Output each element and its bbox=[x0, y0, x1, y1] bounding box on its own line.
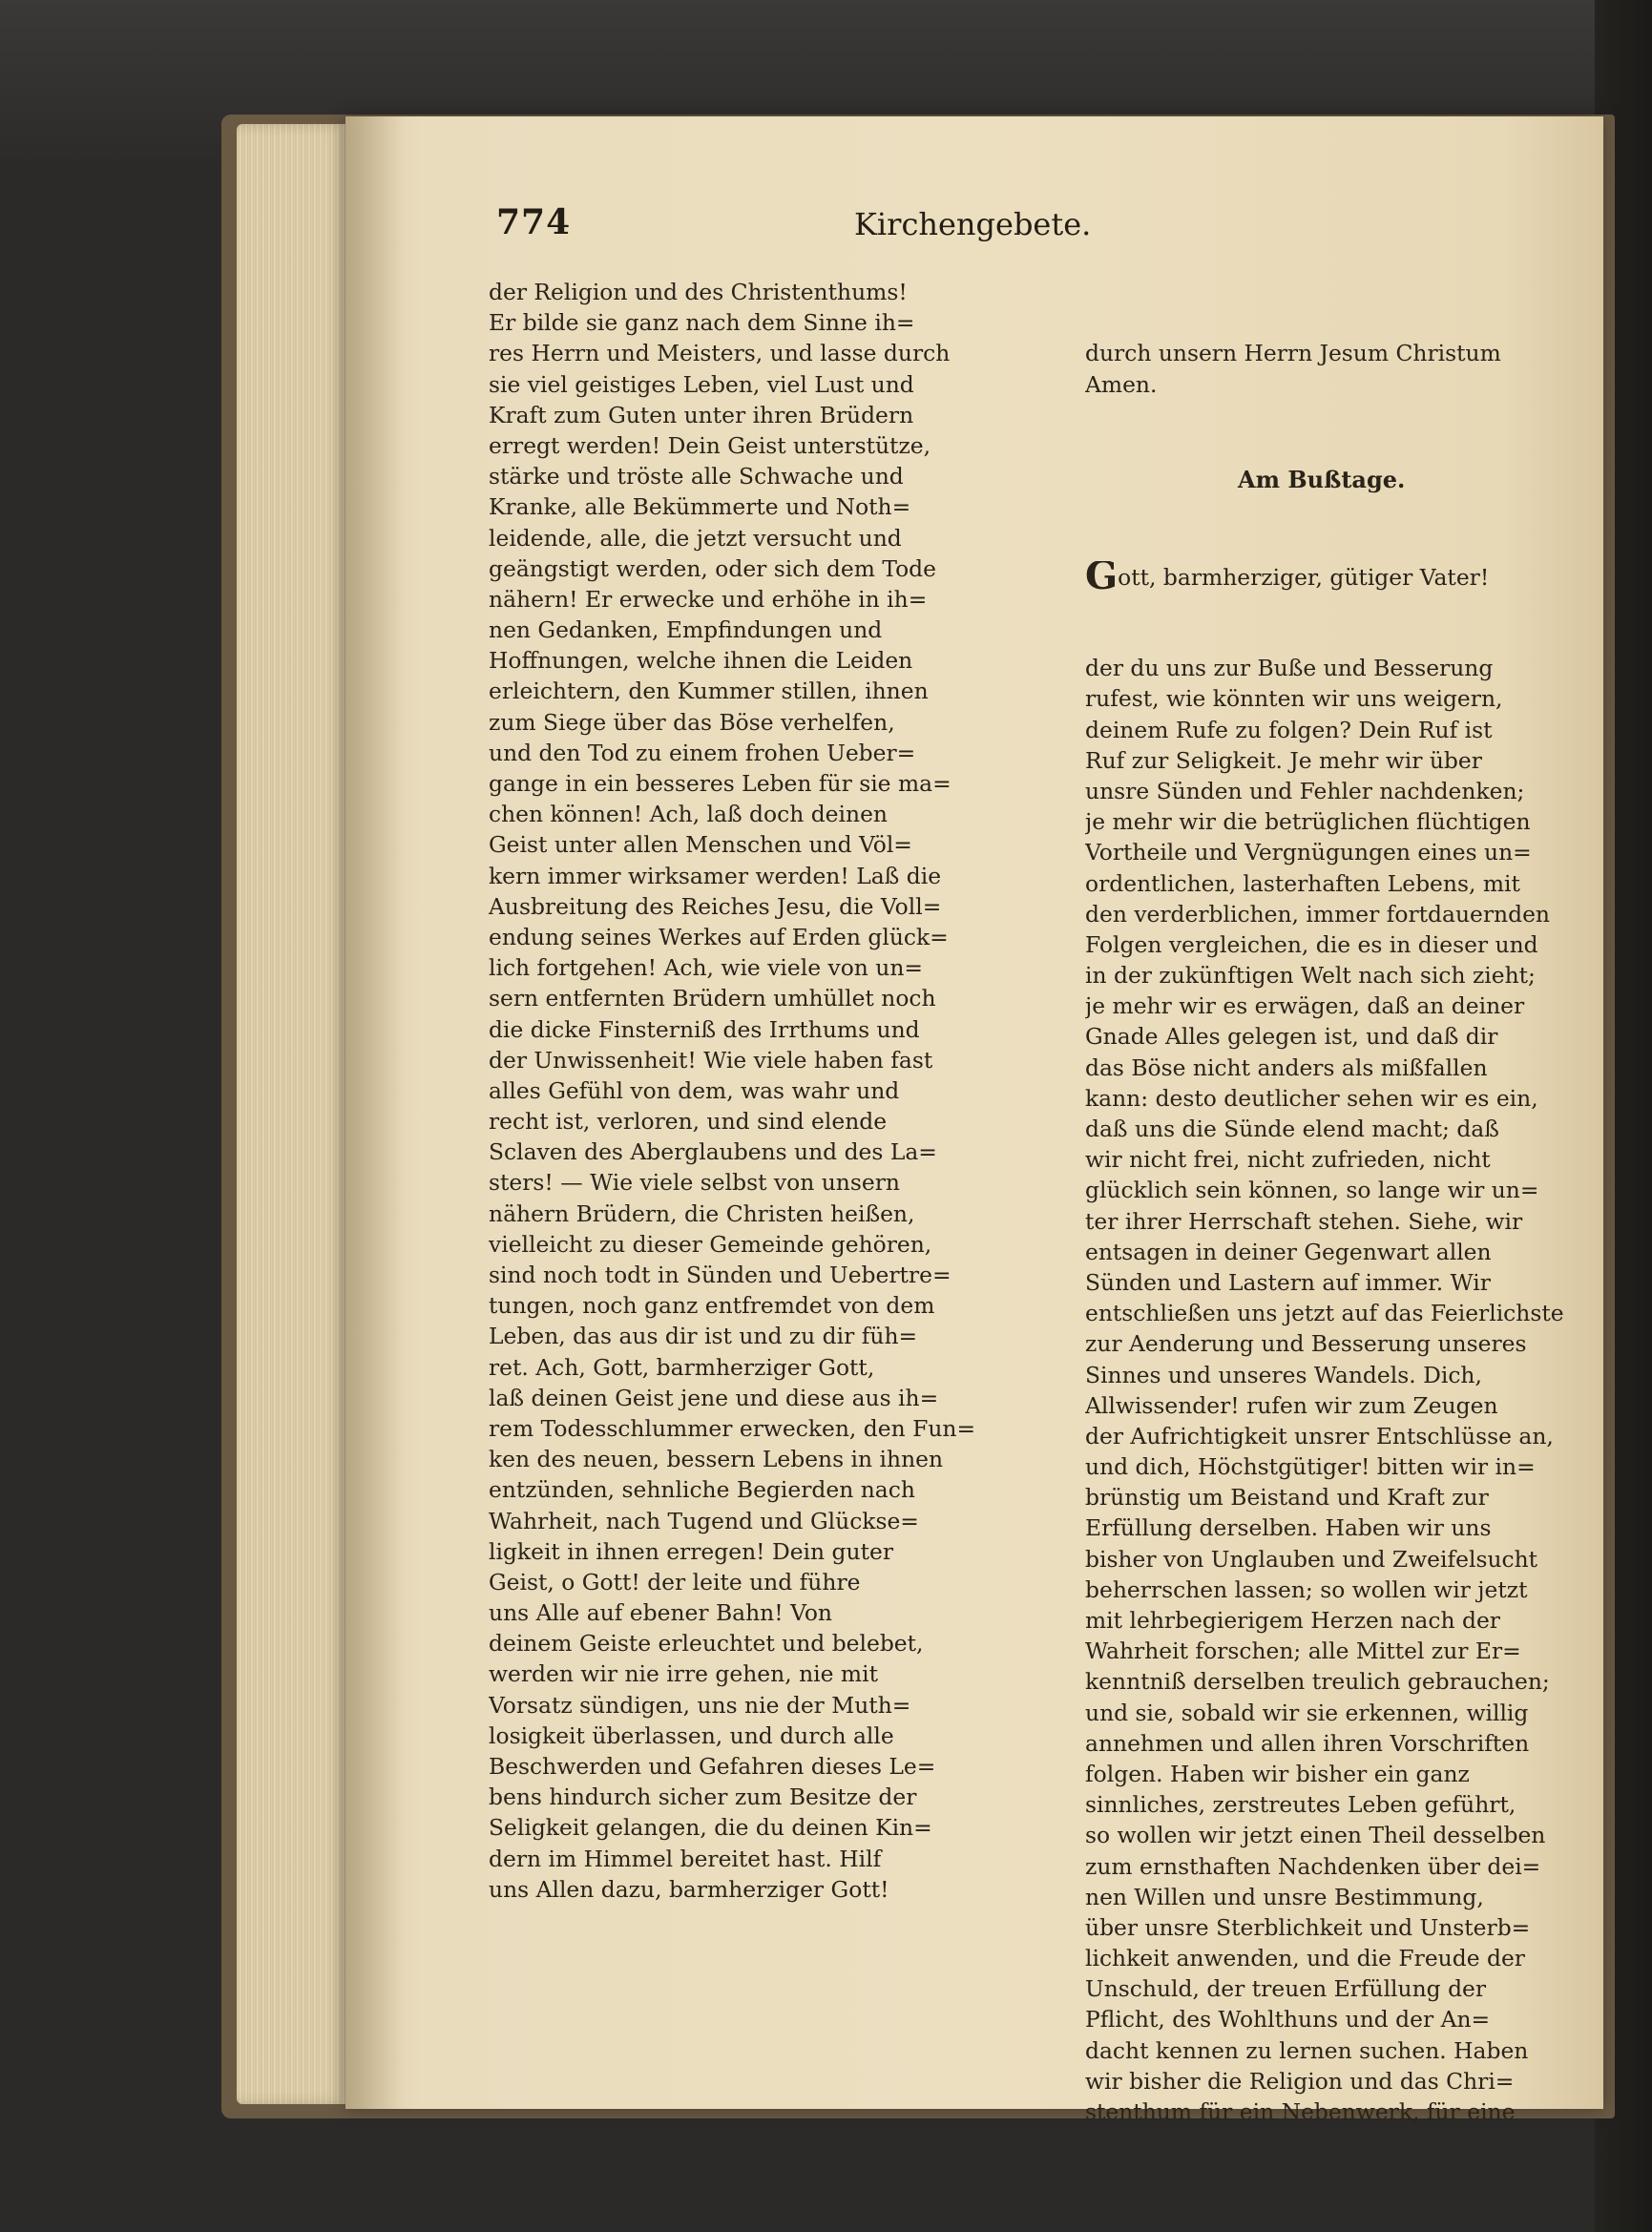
text-line: Geist, o Gott! der leite und führe bbox=[489, 1568, 861, 1596]
text-line: je mehr wir es erwägen, daß an deiner bbox=[1085, 992, 1525, 1020]
text-line: durch unsern Herrn Jesum Christum bbox=[1085, 340, 1501, 367]
text-line: ligkeit in ihnen erregen! Dein guter bbox=[489, 1537, 894, 1565]
text-line: den verderblichen, immer fortdauernden bbox=[1085, 900, 1551, 928]
text-line: dacht kennen zu lernen suchen. Haben bbox=[1085, 2036, 1529, 2064]
text-line: der Aufrichtigkeit unsrer Entschlüsse an, bbox=[1085, 1422, 1554, 1450]
text-line: unsre Sünden und Fehler nachdenken; bbox=[1085, 777, 1525, 804]
text-line: Geist unter allen Menschen und Völ= bbox=[489, 831, 912, 859]
section-heading: Am Bußtage. bbox=[1238, 466, 1406, 494]
text-line: ret. Ach, Gott, barmherziger Gott, bbox=[489, 1353, 875, 1381]
text-line: der Unwissenheit! Wie viele haben fast bbox=[489, 1046, 933, 1074]
text-line: über unsre Sterblichkeit und Unsterb= bbox=[1085, 1913, 1531, 1941]
text-line: und dich, Höchstgütiger! bitten wir in= bbox=[1085, 1453, 1536, 1481]
text-line: werden wir nie irre gehen, nie mit bbox=[489, 1660, 878, 1688]
text-line: Hoffnungen, welche ihnen die Leiden bbox=[489, 647, 913, 675]
text-line: Vorsatz sündigen, uns nie der Muth= bbox=[489, 1691, 911, 1719]
text-line: Ruf zur Seligkeit. Je mehr wir über bbox=[1085, 746, 1482, 774]
text-line: sern entfernten Brüdern umhüllet noch bbox=[489, 985, 936, 1012]
running-title: Kirchengebete. bbox=[854, 206, 1092, 242]
text-line: bens hindurch sicher zum Besitze der bbox=[489, 1784, 917, 1811]
text-line: glücklich sein können, so lange wir un= bbox=[1085, 1177, 1539, 1204]
text-line: der Religion und des Christenthums! bbox=[489, 279, 908, 305]
drop-capital: G bbox=[1085, 560, 1119, 592]
text-line: zur Aenderung und Besserung unseres bbox=[1085, 1330, 1527, 1358]
text-line: Allwissender! rufen wir zum Zeugen bbox=[1085, 1391, 1498, 1419]
text-line: und sie, sobald wir sie erkennen, willig bbox=[1085, 1699, 1529, 1726]
text-line: deinem Geiste erleuchtet und belebet, bbox=[489, 1630, 924, 1658]
page-header bbox=[496, 202, 1594, 250]
text-line: und den Tod zu einem frohen Ueber= bbox=[489, 739, 916, 766]
text-line: Sclaven des Aberglaubens und des La= bbox=[489, 1138, 937, 1166]
text-line: entzünden, sehnliche Begierden nach bbox=[489, 1476, 915, 1504]
text-line: entsagen in deiner Gegenwart allen bbox=[1085, 1238, 1492, 1265]
text-line: so wollen wir jetzt einen Theil desselben bbox=[1085, 1822, 1546, 1849]
text-line: uns Allen dazu, barmherziger Gott! bbox=[489, 1875, 889, 1903]
page-edges bbox=[237, 124, 351, 2104]
text-line: Folgen vergleichen, die es in dieser und bbox=[1085, 930, 1538, 958]
text-line: Gnade Alles gelegen ist, und daß dir bbox=[1085, 1023, 1498, 1051]
text-line: leidende, alle, die jetzt versucht und bbox=[489, 524, 902, 552]
text-line: erregt werden! Dein Geist unterstütze, bbox=[489, 431, 931, 459]
text-line: erleichtern, den Kummer stillen, ihnen bbox=[489, 678, 929, 705]
text-line: lich fortgehen! Ach, wie viele von un= bbox=[489, 954, 924, 982]
text-line: Er bilde sie ganz nach dem Sinne ih= bbox=[489, 309, 915, 337]
text-line: in der zukünftigen Welt nach sich zieht; bbox=[1085, 962, 1536, 990]
text-line: beherrschen lassen; so wollen wir jetzt bbox=[1085, 1575, 1528, 1603]
text-line: Leben, das aus dir ist und zu dir füh= bbox=[489, 1323, 918, 1350]
text-line: sters! — Wie viele selbst von unsern bbox=[489, 1169, 900, 1197]
text-line: Seligkeit gelangen, die du deinen Kin= bbox=[489, 1814, 932, 1842]
text-line: daß uns die Sünde elend macht; daß bbox=[1085, 1116, 1499, 1142]
first-line-text: ott, barmherziger, gütiger Vater! bbox=[1118, 563, 1490, 591]
text-line: Sünden und Lastern auf immer. Wir bbox=[1085, 1268, 1491, 1296]
text-line: res Herrn und Meisters, und lasse durch bbox=[489, 340, 951, 367]
left-column bbox=[489, 277, 1042, 1905]
text-line: Kraft zum Guten unter ihren Brüdern bbox=[489, 401, 914, 428]
right-body bbox=[1085, 653, 1620, 2127]
text-line: rem Todesschlummer erwecken, den Fun= bbox=[489, 1414, 976, 1442]
text-line: rufest, wie könnten wir uns weigern, bbox=[1085, 685, 1503, 713]
text-line: recht ist, verloren, und sind elende bbox=[489, 1108, 888, 1136]
text-line: sind noch todt in Sünden und Uebertre= bbox=[489, 1262, 951, 1288]
page-number: 774 bbox=[496, 202, 572, 242]
right-column bbox=[1085, 277, 1620, 2189]
text-line: entschließen uns jetzt auf das Feierlichste bbox=[1085, 1300, 1564, 1327]
text-line: tungen, noch ganz entfremdet von dem bbox=[489, 1292, 935, 1320]
text-line: lichkeit anwenden, und die Freude der bbox=[1085, 1945, 1525, 1972]
text-line: kenntniß derselben treulich gebrauchen; bbox=[1085, 1668, 1550, 1696]
text-line: wir bisher die Religion und das Chri= bbox=[1085, 2067, 1515, 2095]
text-line: je mehr wir die betrüglichen flüchtigen bbox=[1085, 808, 1531, 836]
gutter-shadow bbox=[345, 116, 403, 2109]
text-line: kann: desto deutlicher sehen wir es ein, bbox=[1085, 1084, 1538, 1112]
text-line: ter ihrer Herrschaft stehen. Siehe, wir bbox=[1085, 1207, 1523, 1235]
text-line: nähern! Er erwecke und erhöhe in ih= bbox=[489, 585, 928, 613]
text-line: nähern Brüdern, die Christen heißen, bbox=[489, 1199, 915, 1227]
text-line: losigkeit überlassen, und durch alle bbox=[489, 1721, 894, 1749]
text-line: vielleicht zu dieser Gemeinde gehören, bbox=[489, 1230, 932, 1258]
text-line: dern im Himmel bereitet hast. Hilf bbox=[489, 1845, 882, 1872]
text-line: nen Gedanken, Empfindungen und bbox=[489, 616, 883, 644]
text-line: Wahrheit forschen; alle Mittel zur Er= bbox=[1085, 1637, 1521, 1665]
text-line: alles Gefühl von dem, was wahr und bbox=[489, 1076, 900, 1104]
text-line: stärke und tröste alle Schwache und bbox=[489, 463, 904, 490]
text-line: brünstig um Beistand und Kraft zur bbox=[1085, 1484, 1489, 1512]
text-line: Vortheile und Vergnügungen eines un= bbox=[1085, 839, 1532, 866]
text-line: laß deinen Geist jene und diese aus ih= bbox=[489, 1384, 939, 1411]
text-line: die dicke Finsterniß des Irrthums und bbox=[489, 1015, 920, 1043]
right-intro bbox=[1085, 338, 1620, 399]
text-line: annehmen und allen ihren Vorschriften bbox=[1085, 1729, 1530, 1757]
text-line: zum ernsthaften Nachdenken über dei= bbox=[1085, 1852, 1541, 1880]
text-line: stenthum für ein Nebenwerk, für eine bbox=[1085, 2098, 1516, 2125]
text-line: Ausbreitung des Reiches Jesu, die Voll= bbox=[489, 892, 942, 920]
first-paragraph-line bbox=[1085, 561, 1620, 592]
text-line: Erfüllung derselben. Haben wir uns bbox=[1085, 1514, 1492, 1542]
text-line: zum Siege über das Böse verhelfen, bbox=[489, 708, 895, 736]
text-line: bisher von Unglauben und Zweifelsucht bbox=[1085, 1545, 1538, 1573]
text-line: Wahrheit, nach Tugend und Glückse= bbox=[489, 1507, 919, 1534]
text-line: mit lehrbegierigem Herzen nach der bbox=[1085, 1607, 1500, 1634]
text-line: ken des neuen, bessern Lebens in ihnen bbox=[489, 1446, 944, 1473]
text-line: Sinnes und unseres Wandels. Dich, bbox=[1085, 1361, 1482, 1388]
text-line: gange in ein besseres Leben für sie ma= bbox=[489, 770, 951, 797]
text-line: chen können! Ach, laß doch deinen bbox=[489, 801, 888, 828]
text-line: Amen. bbox=[1085, 370, 1158, 398]
text-line: Beschwerden und Gefahren dieses Le= bbox=[489, 1753, 936, 1780]
text-line: geängstigt werden, oder sich dem Tode bbox=[489, 554, 936, 582]
text-line: der du uns zur Buße und Besserung bbox=[1085, 655, 1494, 682]
text-line: Unschuld, der treuen Erfüllung der bbox=[1085, 1975, 1487, 2003]
text-line: Pflicht, des Wohlthuns und der An= bbox=[1085, 2006, 1491, 2034]
text-line: Kranke, alle Bekümmerte und Noth= bbox=[489, 493, 911, 521]
text-line: endung seines Werkes auf Erden glück= bbox=[489, 923, 949, 950]
text-line: sinnliches, zerstreutes Leben geführt, bbox=[1085, 1791, 1516, 1819]
text-line: sie viel geistiges Leben, viel Lust und bbox=[489, 370, 914, 398]
text-line: das Böse nicht anders als mißfallen bbox=[1085, 1053, 1488, 1081]
text-line: nen Willen und unsre Bestimmung, bbox=[1085, 1883, 1484, 1910]
text-line: deinem Rufe zu folgen? Dein Ruf ist bbox=[1085, 716, 1493, 743]
text-line: folgen. Haben wir bisher ein ganz bbox=[1085, 1760, 1470, 1787]
text-line: wir nicht frei, nicht zufrieden, nicht bbox=[1085, 1146, 1491, 1174]
text-line: uns Alle auf ebener Bahn! Von bbox=[489, 1599, 832, 1627]
text-line: ordentlichen, lasterhaften Lebens, mit bbox=[1085, 869, 1520, 897]
text-line: kern immer wirksamer werden! Laß die bbox=[489, 862, 942, 889]
